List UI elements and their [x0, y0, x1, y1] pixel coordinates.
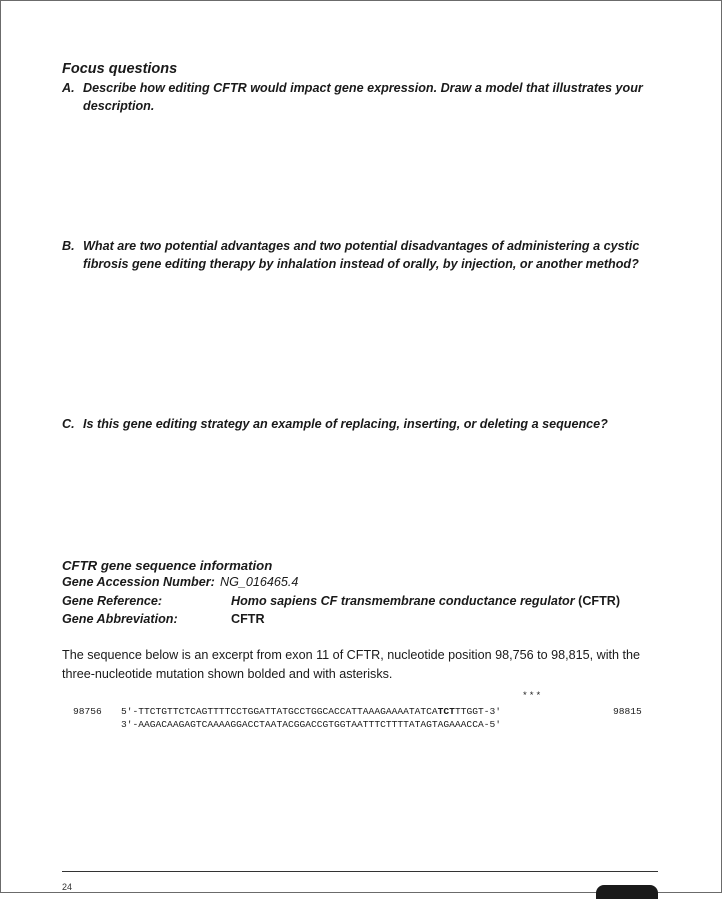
gene-accession-label: Gene Accession Number: — [62, 575, 215, 589]
question-a-text: Describe how editing CFTR would impact gene expression. Draw a model that illustrates your description. — [83, 81, 643, 113]
question-c — [62, 416, 652, 434]
question-b-letter: B. — [62, 239, 75, 253]
question-a — [62, 80, 652, 115]
gene-reference-name: Homo sapiens CF transmembrane conductance regulator — [231, 594, 575, 608]
question-c-text: Is this gene editing strategy an example of replacing, inserting, or deleting a sequence? — [83, 417, 608, 431]
gene-reference-value — [231, 593, 620, 610]
footer-rule — [62, 871, 658, 872]
sequence-end-position: 98815 — [613, 706, 642, 717]
question-b-text: What are two potential advantages and two potential disadvantages of administering a cystic fibrosis gene editing therapy by inhalation instead of orally, by injection, or another method? — [83, 239, 640, 271]
question-a-letter: A. — [62, 81, 75, 95]
gene-reference-label: Gene Reference: — [62, 594, 163, 608]
gene-reference-abbr: (CFTR) — [578, 594, 621, 608]
top-strand-prefix: 5'-TTCTGTTCTCAGTTTTCCTGGATTATGCCTGGCACCATTAAAGAAAATATCA — [121, 706, 438, 717]
sequence-start-position: 98756 — [73, 706, 102, 717]
footer-badge — [596, 885, 658, 899]
focus-questions-heading: Focus questions — [62, 61, 178, 77]
top-strand-suffix: TTGGT-3' — [454, 706, 501, 717]
gene-abbreviation-value: CFTR — [231, 612, 265, 626]
gene-abbreviation-label: Gene Abbreviation: — [62, 612, 178, 626]
question-b — [62, 238, 652, 273]
sequence-top-strand — [121, 706, 501, 717]
sequence-description: The sequence below is an excerpt from exon 11 of CFTR, nucleotide position 98,756 to 98,815, with the three-nucleotide mutation shown bolded and with asterisks. — [62, 648, 641, 681]
sequence-bottom-strand: 3'-AAGACAAGAGTCAAAAGGACCTAATACGGACCGTGGTAATTTCTTTTATAGTAGAAACCA-5' — [121, 719, 501, 730]
gene-accession-value: NG_016465.4 — [220, 575, 299, 589]
page-number: 24 — [62, 882, 73, 892]
gene-info-heading: CFTR gene sequence information — [62, 558, 273, 573]
question-c-letter: C. — [62, 417, 75, 431]
mutation-asterisks: *** — [522, 690, 543, 701]
top-strand-mutation: TCT — [437, 706, 455, 717]
